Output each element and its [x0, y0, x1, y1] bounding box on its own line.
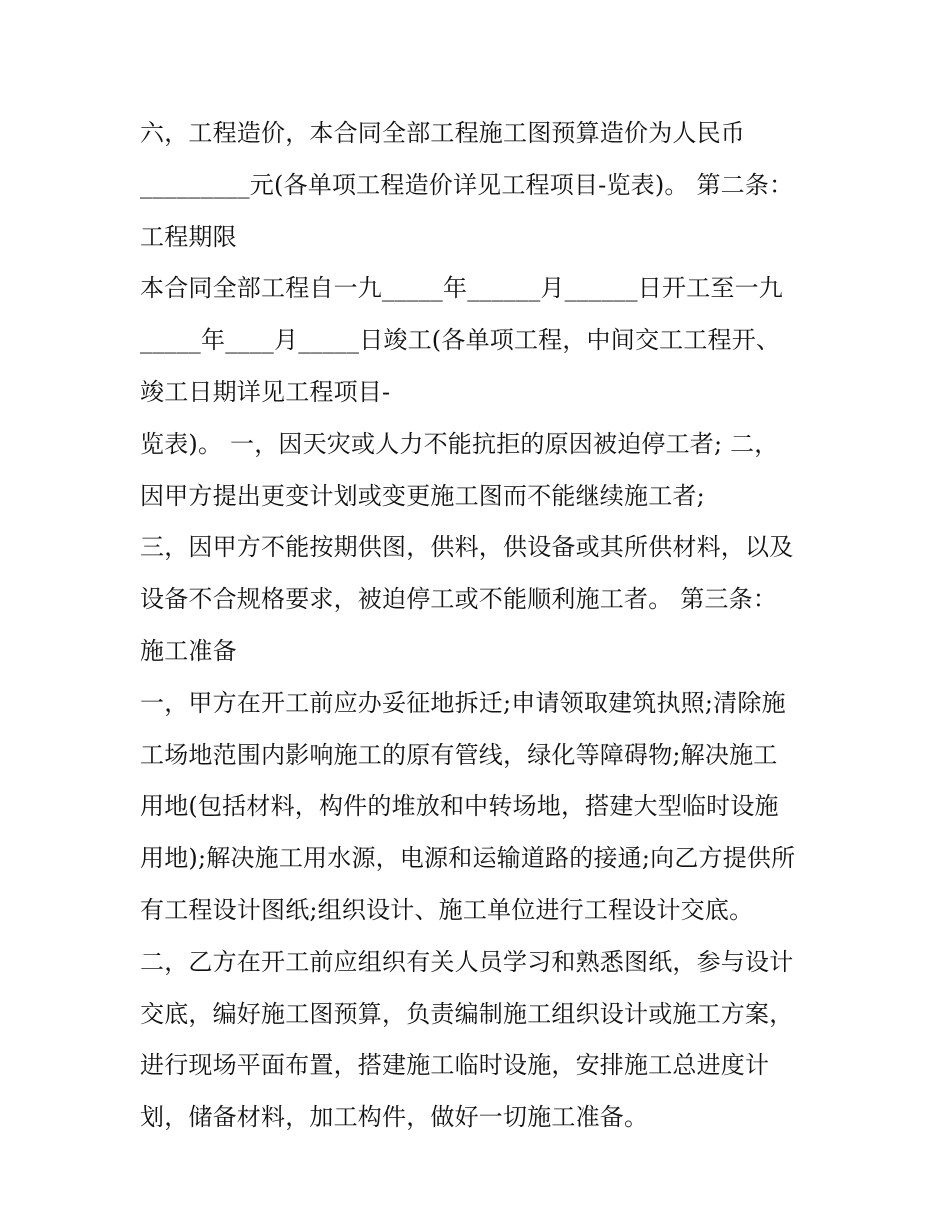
text-line-project-period-heading: 工程期限: [140, 222, 237, 251]
text-line-start-date: 本合同全部工程自一九_____年______月______日开工至一九: [140, 274, 783, 303]
text-line-party-a-preparation-3: 用地(包括材料，构件的堆放和中转场地，搭建大型临时设施: [140, 792, 779, 821]
text-line-party-b-preparation-3: 进行现场平面布置，搭建施工临时设施，安排施工总进度计: [140, 1051, 770, 1080]
text-line-party-b-preparation-4: 划，储备材料，加工构件，做好一切施工准备。: [140, 1103, 649, 1132]
text-line-delay-reason-1-2: 览表)。 一，因天灾或人力不能抗拒的原因被迫停工者; 二，: [140, 429, 779, 458]
text-line-construction-preparation-heading: 施工准备: [140, 636, 237, 665]
text-line-party-a-preparation-4: 用地);解决施工用水源，电源和运输道路的接通;向乙方提供所: [140, 844, 796, 873]
text-line-party-a-preparation-5: 有工程设计图纸;组织设计、施工单位进行工程设计交底。: [140, 895, 754, 924]
text-line-delay-reason-2-continued: 因甲方提出更变计划或变更施工图而不能继续施工者;: [140, 481, 705, 510]
text-line-completion-date: _____年____月_____日竣工(各单项工程，中间交工工程开、: [140, 326, 781, 355]
text-line-party-b-preparation-1: 二，乙方在开工前应组织有关人员学习和熟悉图纸，参与设计: [140, 947, 794, 976]
contract-text: [140, 108, 830, 1144]
text-line-completion-details: 竣工日期详见工程项目-: [140, 377, 391, 406]
text-line-clause-6-project-cost: 六，工程造价，本合同全部工程施工图预算造价为人民币: [140, 119, 745, 147]
text-line-delay-reason-3: 三，因甲方不能按期供图，供料，供设备或其所供材料，以及: [140, 533, 794, 562]
text-line-cost-and-article-2: _________元(各单项工程造价详见工程项目-览表)。 第二条：: [140, 170, 794, 199]
text-line-party-b-preparation-2: 交底，编好施工图预算，负责编制施工组织设计或施工方案，: [140, 999, 794, 1028]
text-line-party-a-preparation-2: 工场地范围内影响施工的原有管线，绿化等障碍物;解决施工: [140, 740, 778, 769]
text-line-delay-reason-3-and-article-3: 设备不合规格要求，被迫停工或不能顺利施工者。 第三条：: [140, 585, 778, 614]
text-line-party-a-preparation-1: 一，甲方在开工前应办妥征地拆迁;申请领取建筑执照;清除施: [140, 688, 786, 717]
